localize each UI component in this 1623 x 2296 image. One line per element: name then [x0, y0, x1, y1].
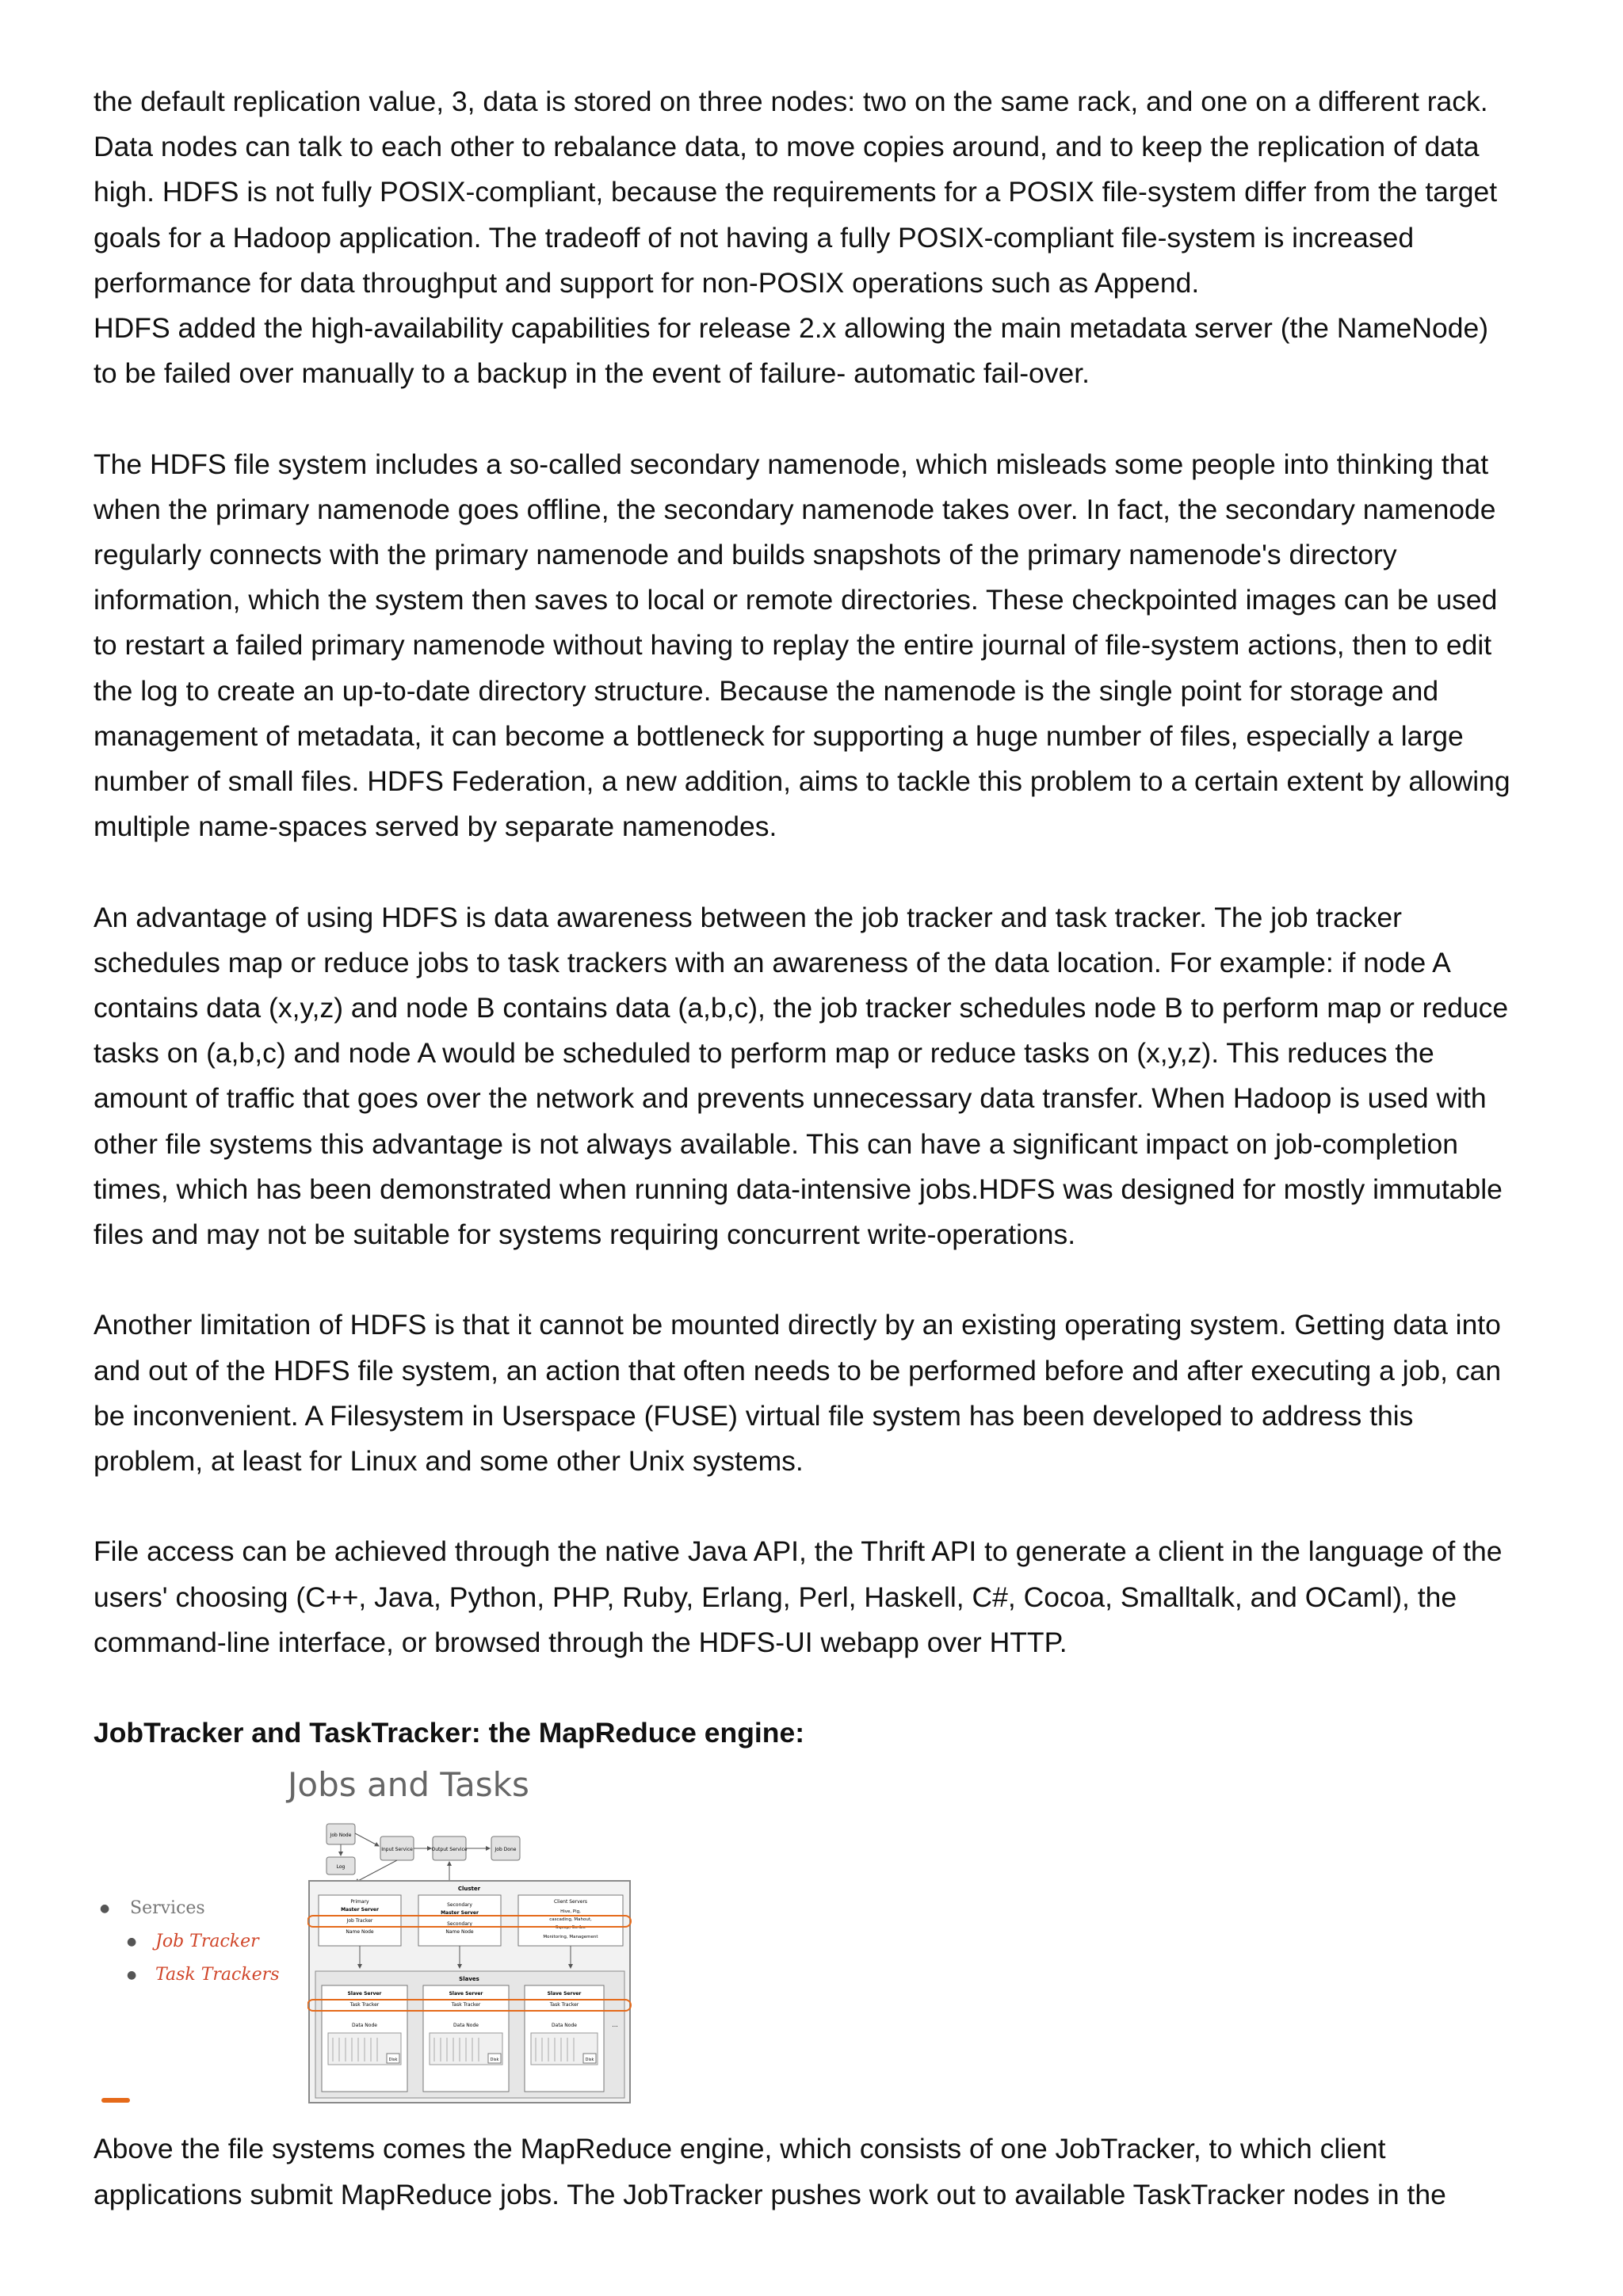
task-tracker-label: Task Tracker: [349, 2002, 380, 2008]
log-label: Log: [336, 1864, 346, 1871]
text-line: command-line interface, or browsed through the HDFS-UI webapp over HTTP.: [94, 1626, 1067, 1658]
text-line: to be failed over manually to a backup in the event of failure- automatic fail-over.: [94, 357, 1090, 390]
text-line: regularly connects with the primary namenode and builds snapshots of the primary namenode's directory: [94, 539, 1397, 571]
output-service-label: Output Service: [431, 1847, 468, 1853]
text-line: information, which the system then saves to local or remote directories. These checkpointed images can be used: [94, 584, 1498, 616]
text-line: amount of traffic that goes over the network and prevents unnecessary data transfer. When Hadoop is used with: [94, 1082, 1487, 1115]
text-line: applications submit MapReduce jobs. The JobTracker pushes work out to available TaskTracker nodes in the: [94, 2178, 1446, 2210]
text-line: when the primary namenode goes offline, the secondary namenode takes over. In fact, the secondary namenode: [94, 493, 1496, 525]
bullet-services: ● Services: [94, 1892, 279, 1925]
text-line: times, which has been demonstrated when running data-intensive jobs.HDFS was designed for mostly immutable: [94, 1173, 1503, 1205]
disk-label: Disk: [388, 2058, 398, 2063]
paragraph-replication: [94, 79, 1544, 396]
job-done-label: Job Done: [495, 1847, 517, 1853]
secondary-label: Secondary: [447, 1902, 472, 1909]
text-line: files and may not be suitable for systems requiring concurrent write-operations.: [94, 1219, 1076, 1251]
bullet-task-trackers: ● Task Trackers: [94, 1958, 279, 1992]
primary-master-label: Master Server: [341, 1907, 379, 1913]
text-line: HDFS added the high-availability capabilities for release 2.x allowing the main metadata server (the NameNode): [94, 312, 1489, 345]
text-line: number of small files. HDFS Federation, a new addition, aims to tackle this problem to a certain extent by allowing: [94, 765, 1510, 798]
text-line: The HDFS file system includes a so-called secondary namenode, which misleads some people into thinking that: [94, 448, 1489, 480]
text-line: problem, at least for Linux and some other Unix systems.: [94, 1445, 804, 1478]
text-line: multiple name-spaces served by separate namenodes.: [94, 810, 777, 843]
text-line: Above the file systems comes the MapReduce engine, which consists of one JobTracker, to which client: [94, 2133, 1386, 2165]
paragraph-data-awareness: [94, 895, 1544, 1258]
text-line: tasks on (a,b,c) and node A would be scheduled to perform map or reduce tasks on (x,y,z). This reduces the: [94, 1037, 1434, 1070]
paragraph-secondary-namenode: [94, 442, 1544, 850]
document-page: [94, 79, 1544, 2218]
text-line: to restart a failed primary namenode without having to replay the entire journal of file-system actions, then to edit: [94, 629, 1492, 662]
text-line: the default replication value, 3, data is stored on three nodes: two on the same rack, and one on a different rack.: [94, 86, 1488, 117]
text-line: other file systems this advantage is not always available. This can have a significant impact on job-completion: [94, 1127, 1458, 1160]
slaves-label: Slaves: [459, 1976, 479, 1983]
paragraph-mapreduce-engine: [94, 2126, 1544, 2217]
text-line: contains data (x,y,z) and node B contains data (a,b,c), the job tracker schedules node B to perform map or reduce: [94, 992, 1509, 1024]
primary-name-node-label: Name Node: [346, 1929, 374, 1936]
text-line: An advantage of using HDFS is data awareness between the job tracker and task tracker. The job tracker: [94, 901, 1402, 933]
slave-server-label: Slave Server: [547, 1991, 582, 1997]
client-tools-line-1: Hive, Pig,: [560, 1909, 581, 1915]
data-node-label: Data Node: [352, 2023, 377, 2029]
task-tracker-label: Task Tracker: [549, 2002, 579, 2008]
task-tracker-label: Task Tracker: [451, 2002, 481, 2008]
secondary-master-label: Master Server: [441, 1910, 479, 1917]
secondary-sub-label: Secondary: [447, 1921, 472, 1928]
text-line: schedules map or reduce jobs to task trackers with an awareness of the data location. For example: if node A: [94, 946, 1451, 978]
client-tools-line-4: Monitoring, Management: [543, 1935, 598, 1940]
text-line: high. HDFS is not fully POSIX-compliant, because the requirements for a POSIX file-system differ from the target: [94, 176, 1498, 208]
data-node-label: Data Node: [453, 2023, 479, 2029]
paragraph-limitation: [94, 1302, 1544, 1484]
text-line: and out of the HDFS file system, an action that often needs to be performed before and after executing a job, can: [94, 1354, 1502, 1386]
more-servers-label: ...: [612, 2021, 618, 2029]
disk-label: Disk: [490, 2058, 499, 2063]
figure-title: Jobs and Tasks: [288, 1765, 529, 1805]
cluster-label: Cluster: [457, 1886, 481, 1893]
disk-label: Disk: [585, 2058, 594, 2063]
client-servers-label: Client Servers: [553, 1899, 588, 1905]
text-line: be inconvenient. A Filesystem in Userspace (FUSE) virtual file system has been developed to address this: [94, 1399, 1414, 1432]
primary-job-tracker-label: Job Tracker: [346, 1918, 373, 1924]
client-tools-line-2: cascading, Mahout,: [549, 1917, 592, 1923]
data-node-label: Data Node: [552, 2023, 577, 2029]
text-line: the log to create an up-to-date directory structure. Because the namenode is the single point for storage and: [94, 674, 1439, 707]
text-line: management of metadata, it can become a bottleneck for supporting a huge number of files, especially a large: [94, 719, 1464, 752]
text-line: goals for a Hadoop application. The tradeoff of not having a fully POSIX-compliant file-system is increased: [94, 221, 1415, 254]
cluster-diagram: [307, 1819, 632, 2106]
text-line: users' choosing (C++, Java, Python, PHP, Ruby, Erlang, Perl, Haskell, C#, Cocoa, Smalltalk, and OCaml), the: [94, 1581, 1457, 1613]
input-service-label: Input Service: [381, 1847, 413, 1853]
text-line: File access can be achieved through the native Java API, the Thrift API to generate a client in the language of the: [94, 1535, 1503, 1568]
job-node-label: Job Node: [330, 1833, 352, 1839]
slave-server-label: Slave Server: [347, 1991, 382, 1997]
orange-mark: [101, 2098, 130, 2103]
client-tools-line-3: Sqoop, Scribe: [556, 1925, 586, 1931]
jobs-and-tasks-figure: [94, 1765, 648, 2106]
text-line: Another limitation of HDFS is that it cannot be mounted directly by an existing operating system. Getting data into: [94, 1309, 1501, 1341]
text-line: performance for data throughput and support for non-POSIX operations such as Append.: [94, 266, 1200, 299]
section-heading: JobTracker and TaskTracker: the MapReduce engine:: [94, 1717, 805, 1749]
bullet-job-tracker: ● Job Tracker: [94, 1925, 279, 1958]
slave-server-3: [525, 1985, 604, 2092]
figure-bullet-list: [94, 1892, 279, 1992]
text-line: Data nodes can talk to each other to rebalance data, to move copies around, and to keep the replication of data: [94, 131, 1480, 163]
slave-server-label: Slave Server: [449, 1991, 483, 1997]
paragraph-file-access: [94, 1529, 1544, 1665]
secondary-name-node-label: Name Node: [445, 1929, 474, 1936]
primary-label: Primary: [350, 1899, 369, 1905]
